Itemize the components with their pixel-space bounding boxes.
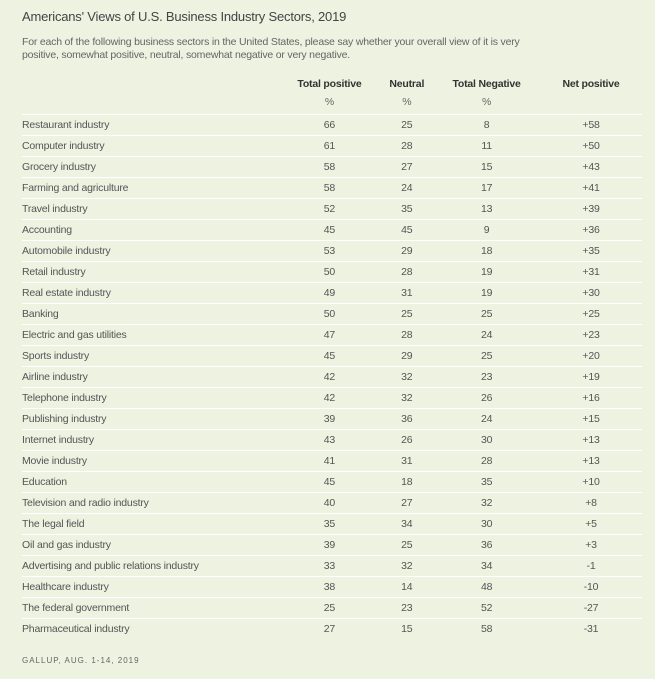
total-negative-value: 19 — [433, 283, 540, 304]
sector-views-table — [22, 74, 642, 639]
sector-name: Advertising and public relations industry — [22, 556, 278, 577]
sector-name: Publishing industry — [22, 409, 278, 430]
total-positive-value: 50 — [278, 304, 380, 325]
unit-net-positive — [540, 93, 642, 115]
net-positive-value: +43 — [540, 157, 642, 178]
neutral-value: 25 — [380, 304, 433, 325]
sector-name: Automobile industry — [22, 241, 278, 262]
total-positive-value: 39 — [278, 409, 380, 430]
total-negative-value: 32 — [433, 493, 540, 514]
total-positive-value: 66 — [278, 115, 380, 136]
total-negative-value: 24 — [433, 325, 540, 346]
net-positive-value: +30 — [540, 283, 642, 304]
total-negative-value: 28 — [433, 451, 540, 472]
neutral-value: 32 — [380, 556, 433, 577]
neutral-value: 31 — [380, 451, 433, 472]
net-positive-value: -10 — [540, 577, 642, 598]
sector-name: Computer industry — [22, 136, 278, 157]
table-row — [22, 388, 642, 409]
total-negative-value: 24 — [433, 409, 540, 430]
table-row — [22, 178, 642, 199]
header-net-positive: Net positive — [562, 77, 620, 90]
sector-name: Grocery industry — [22, 157, 278, 178]
header-neutral: Neutral — [389, 77, 425, 90]
total-positive-value: 42 — [278, 367, 380, 388]
sector-name: Telephone industry — [22, 388, 278, 409]
table-row — [22, 136, 642, 157]
sector-name: Internet industry — [22, 430, 278, 451]
table-row — [22, 283, 642, 304]
header-total-negative: Total Negative — [452, 77, 521, 90]
total-negative-value: 52 — [433, 598, 540, 619]
table-row — [22, 598, 642, 619]
net-positive-value: +19 — [540, 367, 642, 388]
total-negative-value: 58 — [480, 623, 493, 635]
total-positive-value: 38 — [278, 577, 380, 598]
neutral-value: 29 — [380, 241, 433, 262]
net-positive-value: -27 — [540, 598, 642, 619]
total-positive-value: 47 — [278, 325, 380, 346]
neutral-value: 45 — [380, 220, 433, 241]
total-positive-value: 33 — [278, 556, 380, 577]
total-positive-value: 45 — [278, 346, 380, 367]
total-positive-value: 35 — [278, 514, 380, 535]
total-positive-value: 27 — [323, 623, 336, 635]
neutral-value: 35 — [380, 199, 433, 220]
sector-name: Restaurant industry — [22, 115, 278, 136]
neutral-value: 24 — [380, 178, 433, 199]
net-positive-value: +20 — [540, 346, 642, 367]
total-positive-value: 53 — [278, 241, 380, 262]
sector-name: Sports industry — [22, 346, 278, 367]
sector-name: Airline industry — [22, 367, 278, 388]
question-text: For each of the following business sectors in the United States, please say whether your overall view of it is very positive, somewhat positive, neutral, somewhat negative or very negative. — [22, 36, 520, 61]
neutral-value: 15 — [401, 623, 413, 635]
total-positive-value: 58 — [278, 178, 380, 199]
unit-sector — [22, 93, 278, 115]
neutral-value: 28 — [380, 325, 433, 346]
total-negative-value: 34 — [433, 556, 540, 577]
total-positive-value: 45 — [278, 472, 380, 493]
total-positive-value: 39 — [278, 535, 380, 556]
total-negative-value: 8 — [433, 115, 540, 136]
total-positive-value: 43 — [278, 430, 380, 451]
table-row — [22, 577, 642, 598]
table-row — [22, 115, 642, 136]
total-negative-value: 30 — [433, 430, 540, 451]
neutral-value: 28 — [380, 262, 433, 283]
sector-name: Real estate industry — [22, 283, 278, 304]
total-negative-value: 9 — [433, 220, 540, 241]
sector-name: Accounting — [22, 220, 278, 241]
sector-name: Electric and gas utilities — [22, 325, 278, 346]
total-positive-value: 42 — [278, 388, 380, 409]
total-negative-value: 17 — [433, 178, 540, 199]
total-positive-value: 45 — [278, 220, 380, 241]
table-row — [22, 451, 642, 472]
neutral-value: 29 — [380, 346, 433, 367]
neutral-value: 26 — [380, 430, 433, 451]
total-positive-value: 61 — [278, 136, 380, 157]
unit-total-negative: % — [433, 93, 540, 115]
net-positive-value: +10 — [540, 472, 642, 493]
neutral-value: 23 — [380, 598, 433, 619]
units-row — [22, 93, 642, 115]
unit-total-positive: % — [278, 93, 380, 115]
total-negative-value: 30 — [433, 514, 540, 535]
neutral-value: 31 — [380, 283, 433, 304]
total-negative-value: 19 — [433, 262, 540, 283]
table-row — [22, 325, 642, 346]
net-positive-value: +3 — [540, 535, 642, 556]
total-negative-value: 25 — [433, 304, 540, 325]
sector-name: The federal government — [22, 598, 278, 619]
net-positive-value: +41 — [540, 178, 642, 199]
net-positive-value: +50 — [540, 136, 642, 157]
total-negative-value: 36 — [433, 535, 540, 556]
table-row — [22, 199, 642, 220]
page-title: Americans' Views of U.S. Business Industry Sectors, 2019 — [22, 9, 347, 24]
neutral-value: 25 — [380, 115, 433, 136]
total-negative-value: 26 — [433, 388, 540, 409]
net-positive-value: -1 — [540, 556, 642, 577]
neutral-value: 32 — [380, 388, 433, 409]
net-positive-value: +15 — [540, 409, 642, 430]
unit-neutral: % — [380, 93, 433, 115]
neutral-value: 27 — [380, 493, 433, 514]
total-negative-value: 25 — [433, 346, 540, 367]
total-negative-value: 11 — [433, 136, 540, 157]
net-positive-value: +58 — [540, 115, 642, 136]
table-row — [22, 241, 642, 262]
header-sector — [22, 74, 278, 93]
table-row — [22, 619, 642, 640]
neutral-value: 25 — [380, 535, 433, 556]
source-note: GALLUP, AUG. 1-14, 2019 — [22, 656, 140, 665]
table-row — [22, 409, 642, 430]
total-negative-value: 18 — [433, 241, 540, 262]
table-row — [22, 430, 642, 451]
sector-name: Retail industry — [22, 262, 278, 283]
sector-name: Travel industry — [22, 199, 278, 220]
sector-name: Farming and agriculture — [22, 178, 278, 199]
header-row — [22, 74, 642, 93]
total-negative-value: 23 — [433, 367, 540, 388]
total-negative-value: 13 — [433, 199, 540, 220]
table-row — [22, 514, 642, 535]
neutral-value: 34 — [380, 514, 433, 535]
neutral-value: 14 — [380, 577, 433, 598]
neutral-value: 27 — [380, 157, 433, 178]
table-row — [22, 535, 642, 556]
table-row — [22, 493, 642, 514]
sector-name: The legal field — [22, 514, 278, 535]
total-positive-value: 49 — [278, 283, 380, 304]
sector-name: Television and radio industry — [22, 493, 278, 514]
net-positive-value: +39 — [540, 199, 642, 220]
neutral-value: 32 — [380, 367, 433, 388]
table-row — [22, 472, 642, 493]
table-row — [22, 556, 642, 577]
table-row — [22, 304, 642, 325]
total-positive-value: 52 — [278, 199, 380, 220]
total-negative-value: 48 — [433, 577, 540, 598]
net-positive-value: +13 — [540, 430, 642, 451]
sector-name: Movie industry — [22, 451, 278, 472]
table-row — [22, 346, 642, 367]
neutral-value: 18 — [380, 472, 433, 493]
table-row — [22, 220, 642, 241]
table-row — [22, 157, 642, 178]
total-positive-value: 50 — [278, 262, 380, 283]
header-total-positive: Total positive — [297, 77, 362, 90]
net-positive-value: +5 — [540, 514, 642, 535]
total-negative-value: 35 — [433, 472, 540, 493]
sector-name: Healthcare industry — [22, 577, 278, 598]
net-positive-value: +23 — [540, 325, 642, 346]
net-positive-value: -31 — [583, 623, 599, 635]
table-row — [22, 262, 642, 283]
net-positive-value: +13 — [540, 451, 642, 472]
total-negative-value: 15 — [433, 157, 540, 178]
table-row — [22, 367, 642, 388]
net-positive-value: +35 — [540, 241, 642, 262]
total-positive-value: 40 — [278, 493, 380, 514]
sector-name: Education — [22, 472, 278, 493]
net-positive-value: +36 — [540, 220, 642, 241]
sector-name: Oil and gas industry — [22, 535, 278, 556]
net-positive-value: +31 — [540, 262, 642, 283]
total-positive-value: 41 — [278, 451, 380, 472]
neutral-value: 36 — [380, 409, 433, 430]
net-positive-value: +8 — [540, 493, 642, 514]
total-positive-value: 25 — [278, 598, 380, 619]
sector-name: Pharmaceutical industry — [22, 623, 130, 635]
neutral-value: 28 — [380, 136, 433, 157]
net-positive-value: +25 — [540, 304, 642, 325]
total-positive-value: 58 — [278, 157, 380, 178]
net-positive-value: +16 — [540, 388, 642, 409]
sector-name: Banking — [22, 304, 278, 325]
